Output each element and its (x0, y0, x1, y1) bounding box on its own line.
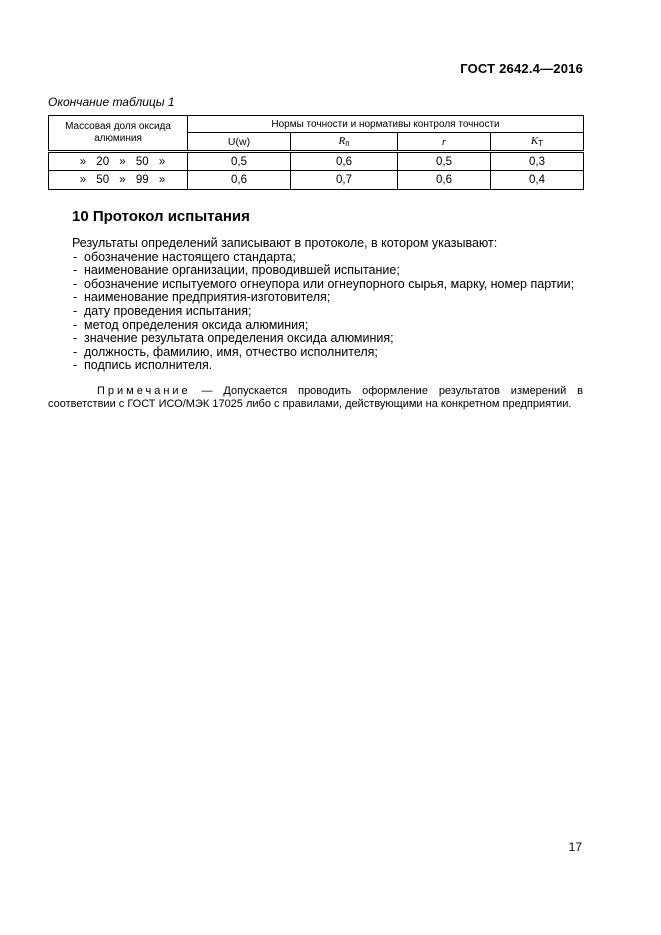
cell-value: 0,6 (291, 152, 398, 171)
doc-header-title: ГОСТ 2642.4—2016 (460, 61, 583, 76)
list-item (73, 278, 583, 292)
list-item (73, 305, 583, 319)
intro-paragraph: Результаты определений записывают в протоколе, в котором указывают: (72, 236, 498, 250)
table-row (49, 152, 584, 171)
dash-marker: - (73, 317, 78, 332)
list-item (73, 319, 583, 333)
document-page (48, 0, 583, 411)
cell-value: 0,5 (188, 152, 291, 171)
list-item-text: значение результата определения оксида алюминия; (84, 331, 394, 346)
dash-marker: - (73, 303, 78, 318)
dash-marker: - (73, 358, 78, 373)
cell-value: 0,6 (398, 171, 491, 190)
list-item-text: наименование организации, проводившей испытание; (84, 263, 400, 278)
cell-value: 0,4 (491, 171, 584, 190)
dash-marker: - (73, 249, 78, 264)
note-dash: — (201, 384, 213, 397)
cell-value: 0,6 (188, 171, 291, 190)
list-item (73, 359, 583, 373)
list-item-text: наименование предприятия-изготовителя; (84, 290, 331, 305)
table-row (49, 171, 584, 190)
list-item-text: подпись исполнителя. (84, 358, 213, 373)
column-header-rn: $R_п$ (291, 133, 398, 152)
list-item (73, 346, 583, 360)
dash-marker: - (73, 290, 78, 305)
dash-marker: - (73, 276, 78, 291)
list-item (73, 264, 583, 278)
list-item-text: обозначение испытуемого огнеупора или огнеупорного сырья, марку, номер партии; (84, 276, 575, 291)
protocol-items-list (73, 251, 583, 373)
column-header-mass-fraction: Массовая доля оксида алюминия (49, 116, 188, 152)
column-header-uw: U(w) (188, 133, 291, 152)
column-group-header: Нормы точности и нормативы контроля точности (188, 116, 584, 133)
page-number: 17 (568, 840, 582, 854)
list-item (73, 251, 583, 265)
accuracy-norms-table (48, 115, 584, 190)
column-header-kt: $K_Т$ (491, 133, 584, 152)
list-item-text: дату проведения испытания; (84, 303, 252, 318)
dash-marker: - (73, 331, 78, 346)
column-header-r: r (398, 133, 491, 152)
table-caption: Окончание таблицы 1 (48, 95, 175, 109)
cell-value: 0,7 (291, 171, 398, 190)
dash-marker: - (73, 263, 78, 278)
section-heading: 10 Протокол испытания (72, 208, 250, 225)
cell-value: 0,5 (398, 152, 491, 171)
list-item-text: метод определения оксида алюминия; (84, 317, 309, 332)
note-text: Допускается проводить оформление результатов измерений в соответствии с ГОСТ ИСО/МЭК 17025 либо с правилами, действующими на конкретном предприятии. (48, 384, 583, 410)
list-item (73, 291, 583, 305)
row-label: » 50 » 99 » (49, 171, 188, 190)
list-item-text: должность, фамилию, имя, отчество исполнителя; (84, 344, 378, 359)
row-label: » 20 » 50 » (49, 152, 188, 171)
cell-value: 0,3 (491, 152, 584, 171)
note-paragraph (48, 385, 583, 411)
dash-marker: - (73, 344, 78, 359)
list-item (73, 332, 583, 346)
note-label: Примечание (97, 384, 191, 397)
list-item-text: обозначение настоящего стандарта; (84, 249, 296, 264)
